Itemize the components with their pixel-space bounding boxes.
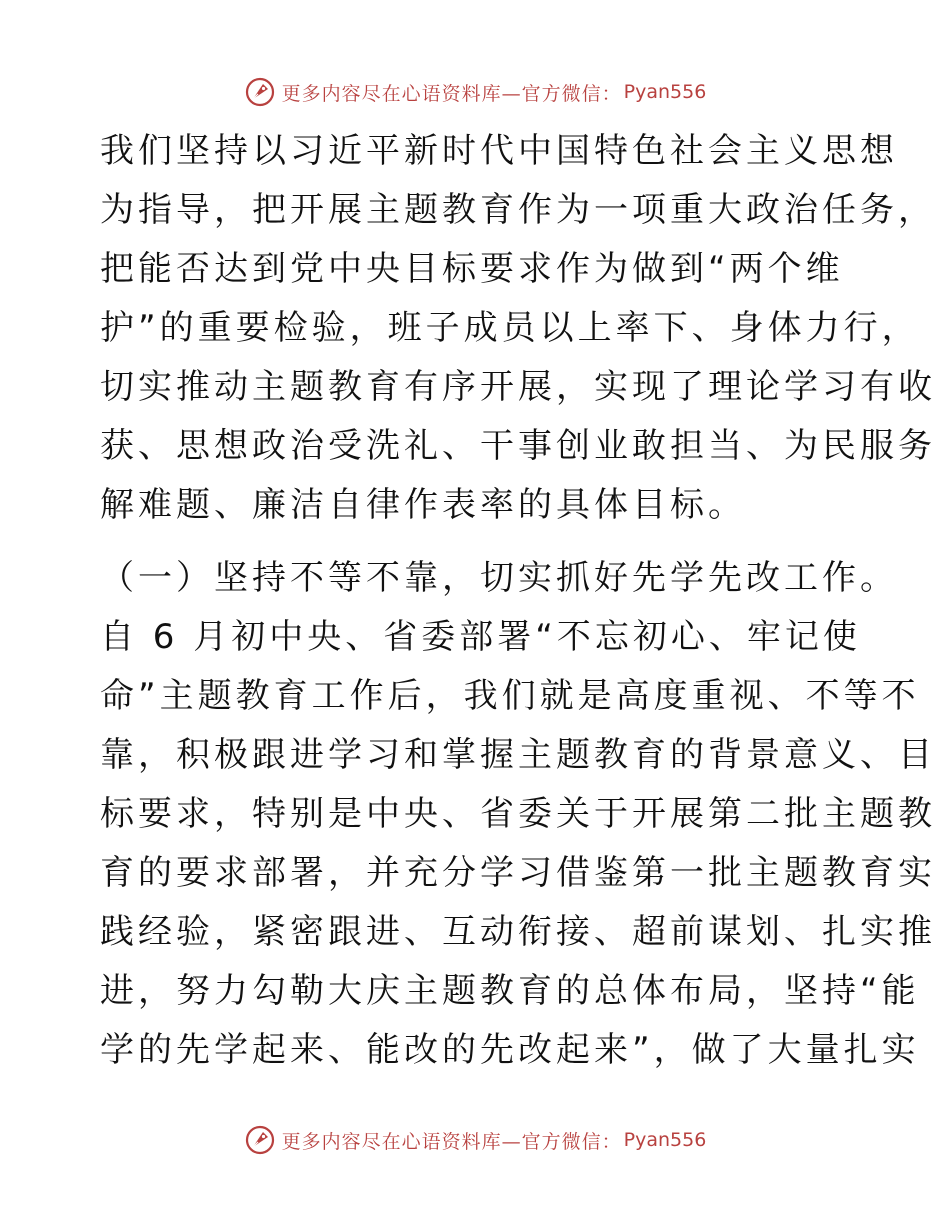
pen-nib-logo-icon [244,76,276,108]
text-line: 获、思想政治受洗礼、干事创业敢担当、为民服务 [100,426,936,466]
text-line: 自 6 月初中央、省委部署“不忘初心、牢记使 [100,617,861,657]
text-line: 靠，积极跟进学习和掌握主题教育的背景意义、目 [100,735,936,775]
header-watermark [0,72,950,112]
text-line: 我们坚持以习近平新时代中国特色社会主义思想 [100,131,898,171]
paragraph-2 [100,549,936,1080]
text-line: 育的要求部署，并充分学习借鉴第一批主题教育实 [100,853,936,893]
text-line: 护”的重要检验，班子成员以上率下、身体力行， [100,308,920,348]
watermark-wechat-id: Pyan556 [623,81,707,103]
watermark-wechat-id: Pyan556 [623,1129,707,1151]
text-line: 学的先学起来、能改的先改起来”，做了大量扎实 [100,1030,920,1070]
section-heading-line: （一）坚持不等不靠，切实抓好先学先改工作。 [100,558,898,598]
text-line: 解难题、廉洁自律作表率的具体目标。 [100,485,746,525]
footer-watermark [0,1120,950,1160]
text-line: 进，努力勾勒大庆主题教育的总体布局，坚持“能 [100,971,920,1011]
text-line: 践经验，紧密跟进、互动衔接、超前谋划、扎实推 [100,912,936,952]
paragraph-1 [100,122,936,535]
paragraph-spacer [100,535,860,549]
watermark-text: 更多内容尽在心语资料库—官方微信： [281,1130,622,1153]
pen-nib-logo-icon [244,1124,276,1156]
text-line: 命”主题教育工作后，我们就是高度重视、不等不 [100,676,920,716]
watermark-text: 更多内容尽在心语资料库—官方微信： [281,82,622,105]
text-line: 为指导，把开展主题教育作为一项重大政治任务， [100,190,936,230]
text-line: 标要求，特别是中央、省委关于开展第二批主题教 [100,794,936,834]
text-line: 把能否达到党中央目标要求作为做到“两个维 [100,249,844,289]
document-body [100,122,936,1080]
text-line: 切实推动主题教育有序开展，实现了理论学习有收 [100,367,936,407]
